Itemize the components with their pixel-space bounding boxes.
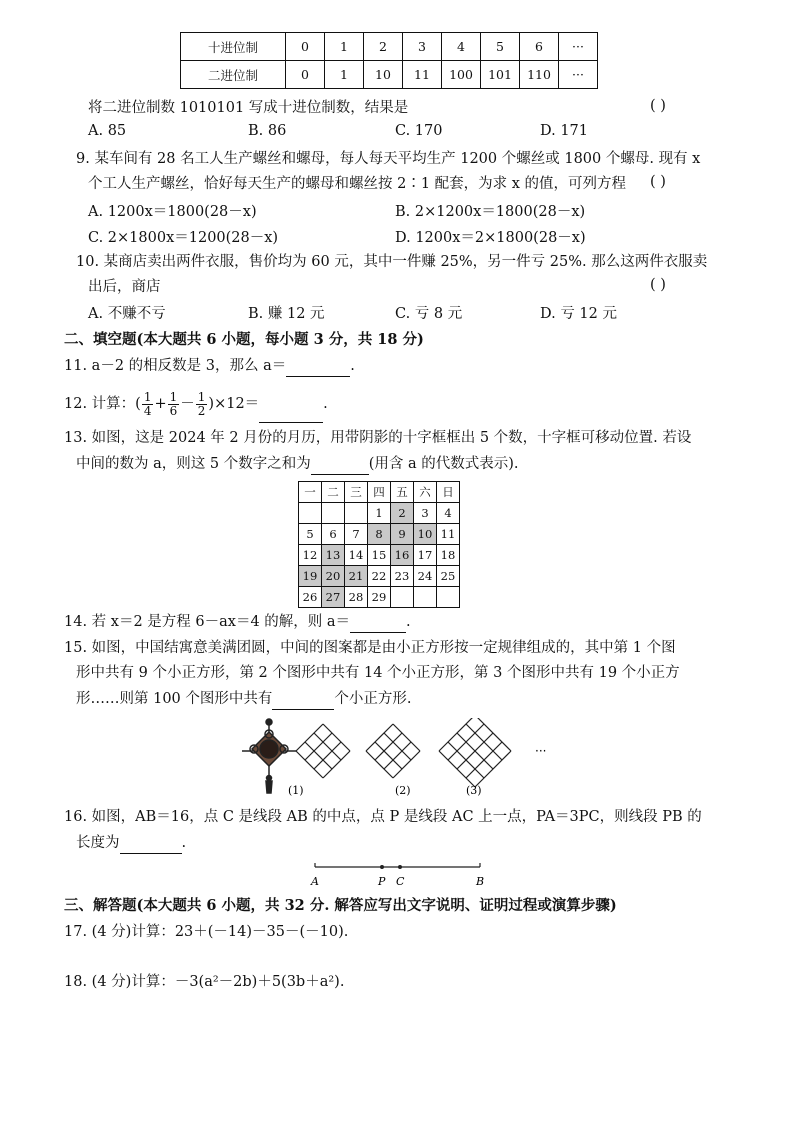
q16-text: 长度为	[76, 835, 120, 851]
table-cell: 2	[364, 33, 403, 61]
q11-answer-blank[interactable]	[286, 356, 350, 377]
weekday-header: 二	[322, 482, 345, 503]
table-cell: ···	[559, 33, 598, 61]
calendar-day: 12	[299, 545, 322, 566]
table-cell: 3	[403, 33, 442, 61]
q8-option-b: B. 86	[248, 123, 287, 139]
weekday-header: 五	[391, 482, 414, 503]
q12-answer-blank[interactable]	[259, 386, 323, 423]
q16-period: .	[181, 835, 187, 851]
weekday-header: 六	[414, 482, 437, 503]
q13-line2	[76, 454, 519, 475]
q16-line2	[76, 833, 186, 854]
table-cell: 二进位制	[181, 61, 286, 89]
q14-text: 14. 若 x＝2 是方程 6－ax＝4 的解，则 a＝	[64, 614, 351, 630]
point-p-label: P	[378, 875, 386, 888]
figure-label-2: (2)	[395, 784, 411, 797]
fraction	[196, 391, 208, 418]
calendar-day	[391, 587, 414, 608]
table-cell: 1	[325, 61, 364, 89]
q8-stem: 将二进位制数 1010101 写成十进位制数，结果是	[88, 100, 409, 116]
calendar-day-shaded: 19	[299, 566, 322, 587]
calendar-week-row	[299, 545, 460, 566]
q8-option-d: D. 171	[540, 123, 589, 139]
calendar-day: 28	[345, 587, 368, 608]
q15-answer-blank[interactable]	[272, 689, 334, 710]
calendar-day: 29	[368, 587, 391, 608]
table-cell: 5	[481, 33, 520, 61]
calendar-day: 26	[299, 587, 322, 608]
calendar-day	[437, 587, 460, 608]
calendar-week-row	[299, 503, 460, 524]
calendar-week-row	[299, 566, 460, 587]
calendar-day: 17	[414, 545, 437, 566]
q14-period: .	[406, 614, 411, 630]
calendar-day: 5	[299, 524, 322, 545]
point-b-label: B	[476, 875, 485, 888]
section-2-heading: 二、填空题(本大题共 6 小题，每小题 3 分，共 18 分)	[64, 331, 424, 348]
calendar-day: 15	[368, 545, 391, 566]
chinese-knot-icon	[242, 719, 296, 793]
table-cell: 100	[442, 61, 481, 89]
figure-label-1: (1)	[288, 784, 304, 797]
plus-sign: +	[154, 396, 167, 412]
table-cell: 0	[286, 33, 325, 61]
segment-ab-figure	[305, 858, 495, 890]
q15-line2: 形中共有 9 个小正方形，第 2 个图形中共有 14 个小正方形，第 3 个图形中共有 19 个小正方	[76, 665, 680, 681]
q14	[64, 612, 411, 633]
figure-label-3: (3)	[466, 784, 482, 797]
point-c-label: C	[396, 875, 405, 888]
lattice-figure-3	[439, 718, 511, 787]
calendar-day: 11	[437, 524, 460, 545]
q13-text-post: (用含 a 的代数式表示).	[368, 456, 519, 472]
calendar-day-shaded: 21	[345, 566, 368, 587]
q10-option-d: D. 亏 12 元	[540, 306, 617, 322]
number-base-table	[180, 32, 598, 89]
table-cell: 0	[286, 61, 325, 89]
weekday-header: 日	[437, 482, 460, 503]
fraction	[168, 391, 180, 418]
fraction-denominator: 6	[169, 403, 178, 418]
q12-text-mid: )×12＝	[208, 396, 260, 412]
q10-option-a: A. 不赚不亏	[88, 306, 166, 322]
table-cell: 10	[364, 61, 403, 89]
calendar-day: 14	[345, 545, 368, 566]
q9-option-c: C. 2×1800x＝1200(28－x)	[88, 230, 279, 246]
q10-option-c: C. 亏 8 元	[395, 306, 463, 322]
q13-text: 中间的数为 a，则这 5 个数字之和为	[76, 456, 311, 472]
q9-option-b: B. 2×1200x＝1800(28－x)	[395, 204, 586, 220]
q9-line2: 个工人生产螺丝，恰好每天生产的螺母和螺丝按 2∶1 配套，为求 x 的值，可列方程	[88, 176, 627, 192]
point-a-label: A	[311, 875, 319, 888]
table-row	[181, 61, 598, 89]
fraction-numerator: 1	[197, 389, 206, 404]
weekday-header: 四	[368, 482, 391, 503]
point-p-dot	[380, 865, 384, 869]
q8-option-a: A. 85	[88, 123, 127, 139]
weekday-header: 三	[345, 482, 368, 503]
q8-option-c: C. 170	[395, 123, 443, 139]
q9-line1: 9. 某车间有 28 名工人生产螺丝和螺母，每人每天平均生产 1200 个螺丝或 1800 个螺母. 现有 x	[76, 151, 701, 167]
figure-ellipsis: ···	[535, 744, 547, 758]
calendar-day-shaded: 20	[322, 566, 345, 587]
q12	[64, 386, 328, 422]
q8-answer-paren: ( )	[650, 98, 666, 114]
calendar-day-shaded: 8	[368, 524, 391, 545]
q13-line1: 13. 如图，这是 2024 年 2 月份的月历，用带阴影的十字框框出 5 个数，十字框可移动位置. 若设	[64, 430, 692, 446]
calendar-day: 25	[437, 566, 460, 587]
fraction	[142, 391, 154, 418]
calendar-day: 7	[345, 524, 368, 545]
table-cell: 1	[325, 33, 364, 61]
calendar-day: 22	[368, 566, 391, 587]
calendar-header-row	[299, 482, 460, 503]
calendar-february-2024	[298, 481, 460, 608]
table-cell: 6	[520, 33, 559, 61]
weekday-header: 一	[299, 482, 322, 503]
calendar-day	[345, 503, 368, 524]
q16-line1: 16. 如图，AB＝16，点 C 是线段 AB 的中点，点 P 是线段 AC 上一点，PA＝3PC，则线段 PB 的	[64, 809, 702, 825]
q11	[64, 356, 355, 377]
q18: 18. (4 分)计算：－3(a²－2b)＋5(3b＋a²).	[64, 974, 345, 990]
fraction-numerator: 1	[143, 389, 152, 404]
q15-text-post: 个小正方形.	[334, 691, 412, 707]
table-cell: ···	[559, 61, 598, 89]
q10-line2: 出后，商店	[88, 279, 161, 295]
calendar-day: 3	[414, 503, 437, 524]
section-3-heading: 三、解答题(本大题共 6 小题，共 32 分. 解答应写出文字说明、证明过程或演算步骤)	[64, 897, 617, 914]
q15-text: 形……则第 100 个图形中共有	[76, 691, 273, 707]
fraction-numerator: 1	[169, 389, 178, 404]
q11-period: .	[350, 358, 355, 374]
fraction-denominator: 4	[143, 403, 152, 418]
table-cell: 11	[403, 61, 442, 89]
q14-answer-blank[interactable]	[350, 612, 406, 633]
q9-answer-paren: ( )	[650, 174, 666, 190]
q12-text: 12. 计算：(	[64, 396, 141, 412]
calendar-day-shaded: 2	[391, 503, 414, 524]
calendar-day-shaded: 10	[414, 524, 437, 545]
minus-sign: －	[180, 396, 195, 412]
calendar-day-shaded: 13	[322, 545, 345, 566]
calendar-week-row	[299, 524, 460, 545]
calendar-day-shaded: 16	[391, 545, 414, 566]
q13-answer-blank[interactable]	[311, 454, 369, 475]
table-cell: 110	[520, 61, 559, 89]
q15-line1: 15. 如图，中国结寓意美满团圆，中间的图案都是由小正方形按一定规律组成的，其中第 1 个图	[64, 640, 676, 656]
table-cell: 101	[481, 61, 520, 89]
q10-answer-paren: ( )	[650, 277, 666, 293]
q10-option-b: B. 赚 12 元	[248, 306, 325, 322]
calendar-day: 24	[414, 566, 437, 587]
q9-option-d: D. 1200x＝2×1800(28－x)	[395, 230, 586, 246]
table-row	[181, 33, 598, 61]
q16-answer-blank[interactable]	[120, 833, 182, 854]
calendar-day: 23	[391, 566, 414, 587]
calendar-day-shaded: 27	[322, 587, 345, 608]
calendar-day	[299, 503, 322, 524]
table-cell: 4	[442, 33, 481, 61]
lattice-figure-2	[366, 724, 420, 778]
calendar-week-row	[299, 587, 460, 608]
calendar-day	[322, 503, 345, 524]
q11-text: 11. a－2 的相反数是 3，那么 a＝	[64, 358, 287, 374]
calendar-day	[414, 587, 437, 608]
lattice-figure-1	[296, 724, 350, 778]
calendar-day: 18	[437, 545, 460, 566]
chinese-knot-figure	[240, 718, 550, 798]
calendar-day: 1	[368, 503, 391, 524]
q9-option-a: A. 1200x＝1800(28－x)	[88, 204, 257, 220]
table-cell: 十进位制	[181, 33, 286, 61]
fraction-denominator: 2	[197, 403, 206, 418]
q17: 17. (4 分)计算：23＋(－14)－35－(－10).	[64, 924, 349, 940]
q12-period: .	[323, 396, 328, 412]
calendar-day: 4	[437, 503, 460, 524]
calendar-day: 6	[322, 524, 345, 545]
point-c-dot	[398, 865, 402, 869]
q10-line1: 10. 某商店卖出两件衣服，售价均为 60 元，其中一件赚 25%，另一件亏 25%. 那么这两件衣服卖	[76, 254, 708, 270]
calendar-day-shaded: 9	[391, 524, 414, 545]
q15-line3	[76, 689, 412, 710]
